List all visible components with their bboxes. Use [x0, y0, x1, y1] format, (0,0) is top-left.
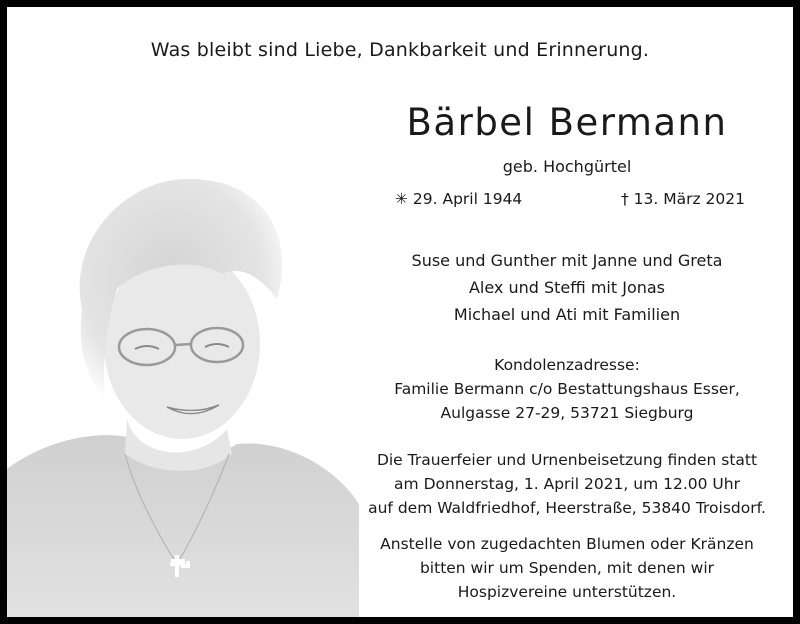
- family-line: Alex und Steffi mit Jonas: [468, 278, 666, 297]
- condolence-line: Aulgasse 27-29, 53721 Siegburg: [440, 404, 694, 422]
- donation-line: Anstelle von zugedachten Blumen oder Kränzen: [380, 535, 754, 553]
- service-line: am Donnerstag, 1. April 2021, um 12.00 Uhr: [394, 475, 740, 493]
- service-line: auf dem Waldfriedhof, Heerstraße, 53840 Troisdorf.: [368, 499, 766, 517]
- donation-request: [352, 532, 782, 604]
- donation-line: bitten wir um Spenden, mit denen wir: [419, 559, 715, 577]
- maiden-name: geb. Hochgürtel: [502, 157, 632, 176]
- motto: Was bleibt sind Liebe, Dankbarkeit und Erinnerung.: [150, 39, 650, 61]
- condolence-address: [352, 353, 782, 425]
- deceased-name: Bärbel Bermann: [406, 101, 728, 144]
- death-date: † 13. März 2021: [621, 190, 746, 208]
- birth-date: ✳ 29. April 1944: [395, 190, 523, 208]
- family-mourners: [352, 247, 782, 328]
- funeral-service-info: [352, 448, 782, 520]
- donation-line: Hospizvereine unterstützen.: [457, 583, 677, 601]
- portrait-photo: [7, 169, 367, 624]
- condolence-line: Kondolenzadresse:: [494, 356, 640, 374]
- family-line: Michael und Ati mit Familien: [453, 305, 681, 324]
- condolence-line: Familie Bermann c/o Bestattungshaus Esser,: [394, 380, 740, 398]
- family-line: Suse und Gunther mit Janne und Greta: [411, 251, 723, 270]
- service-line: Die Trauerfeier und Urnenbeisetzung finden statt: [376, 451, 758, 469]
